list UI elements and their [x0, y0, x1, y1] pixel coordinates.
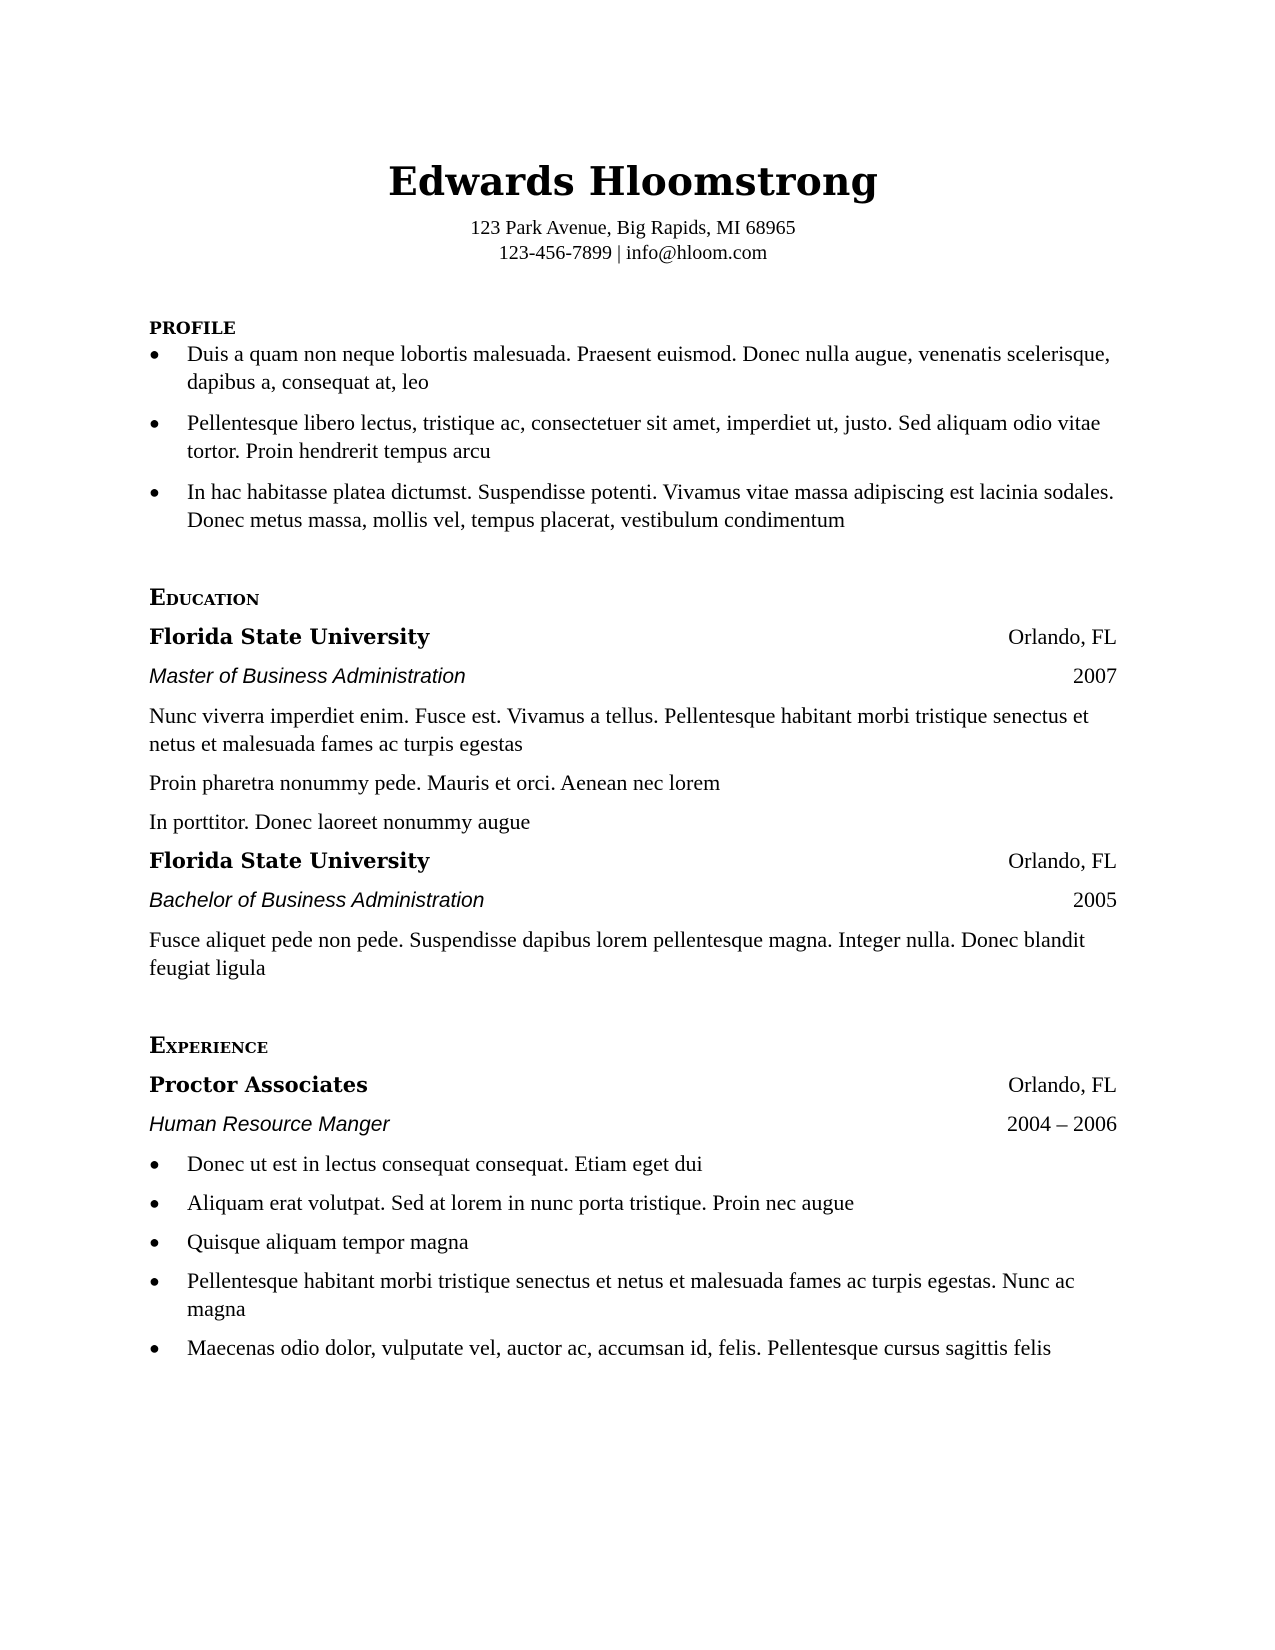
bullet-icon: ●: [149, 1271, 160, 1291]
education-paragraph: Proin pharetra nonummy pede. Mauris et orci. Aenean nec lorem: [149, 770, 721, 795]
profile-heading: PROFILE: [149, 319, 236, 339]
candidate-name: Edwards Hloomstrong: [387, 159, 879, 205]
school-location: Orlando, FL: [1008, 624, 1117, 649]
bullet-icon: ●: [149, 1193, 160, 1213]
job-dates: 2004 – 2006: [1007, 1111, 1117, 1136]
bullet-icon: ●: [149, 1232, 160, 1252]
bullet-icon: ●: [149, 344, 160, 364]
experience-section: [149, 1032, 1117, 1362]
education-entry-header: [149, 623, 1117, 651]
list-item: ● Duis a quam non neque lobortis malesuada. Praesent euismod. Donec nulla augue, venenatis scelerisque, dapibus a, consequat at, leo: [149, 341, 1111, 394]
degree-name: Bachelor of Business Administration: [149, 889, 485, 912]
education-paragraph: Fusce aliquet pede non pede. Suspendisse dapibus lorem pellentesque magna. Integer nulla. Donec blandit feugiat ligula: [149, 927, 1085, 980]
education-paragraph: Nunc viverra imperdiet enim. Fusce est. Vivamus a tellus. Pellentesque habitant morbi tristique senectus et netus et malesuada fames ac turpis egestas: [149, 703, 1089, 756]
bullet-icon: ●: [149, 1338, 160, 1358]
experience-heading: Experience: [149, 1033, 269, 1059]
list-item: ● Quisque aliquam tempor magna: [149, 1229, 469, 1254]
degree-year: 2007: [1073, 663, 1117, 688]
list-item: ● Pellentesque libero lectus, tristique ac, consectetuer sit amet, imperdiet ut, justo. Sed aliquam odio vitae tortor. Proin hendrerit tempus arcu: [149, 410, 1101, 463]
school-name: Florida State University: [149, 624, 430, 649]
job-title: Human Resource Manger: [149, 1113, 390, 1136]
bullet-icon: ●: [149, 1154, 160, 1174]
education-entry-header: [149, 847, 1117, 875]
list-item: ● Donec ut est in lectus consequat consequat. Etiam eget dui: [149, 1151, 703, 1176]
resume-header: [149, 158, 1117, 266]
degree-row: [149, 886, 1117, 915]
education-heading: Education: [149, 585, 260, 611]
company-location: Orlando, FL: [1008, 1072, 1117, 1097]
address-line: 123 Park Avenue, Big Rapids, MI 68965: [470, 217, 796, 239]
list-item: ● Pellentesque habitant morbi tristique senectus et netus et malesuada fames ac turpis egestas. Nunc ac magna: [149, 1268, 1075, 1321]
role-row: [149, 1110, 1117, 1139]
phone-email-line: 123-456-7899 | info@hloom.com: [498, 242, 768, 264]
school-location: Orlando, FL: [1008, 848, 1117, 873]
bullet-icon: ●: [149, 413, 160, 433]
profile-list: [149, 340, 1117, 534]
profile-section: [149, 318, 1117, 534]
school-name: Florida State University: [149, 848, 430, 873]
degree-name: Master of Business Administration: [149, 665, 466, 688]
education-section: [149, 584, 1117, 982]
experience-list: [149, 1150, 1117, 1362]
company-name: Proctor Associates: [149, 1072, 368, 1097]
list-item: ● Aliquam erat volutpat. Sed at lorem in nunc porta tristique. Proin nec augue: [149, 1190, 855, 1215]
education-paragraph: In porttitor. Donec laoreet nonummy augue: [149, 809, 531, 834]
degree-year: 2005: [1073, 887, 1117, 912]
degree-row: [149, 662, 1117, 691]
experience-entry-header: [149, 1071, 1117, 1099]
bullet-icon: ●: [149, 482, 160, 502]
resume-page: [149, 158, 1117, 1362]
list-item: ● In hac habitasse platea dictumst. Suspendisse potenti. Vivamus vitae massa adipiscing est lacinia sodales. Donec metus massa, mollis vel, tempus placerat, vestibulum condimentum: [149, 479, 1114, 532]
list-item: ● Maecenas odio dolor, vulputate vel, auctor ac, accumsan id, felis. Pellentesque cursus sagittis felis: [149, 1335, 1052, 1360]
